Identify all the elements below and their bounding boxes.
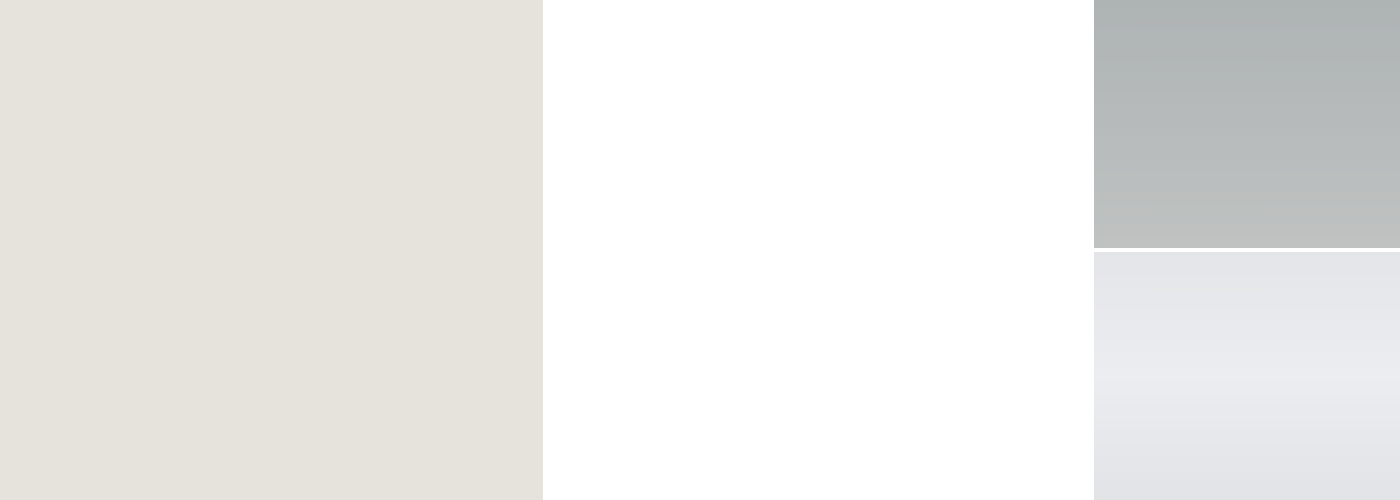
christmas-menu-photo xyxy=(0,0,543,500)
birthday-menu-photo xyxy=(1094,252,1400,500)
typed-menu-panel xyxy=(543,0,1094,500)
tree-border-right-icon xyxy=(499,0,529,500)
menu-photo-top xyxy=(1094,0,1400,248)
tree-border-left-icon xyxy=(14,0,44,500)
